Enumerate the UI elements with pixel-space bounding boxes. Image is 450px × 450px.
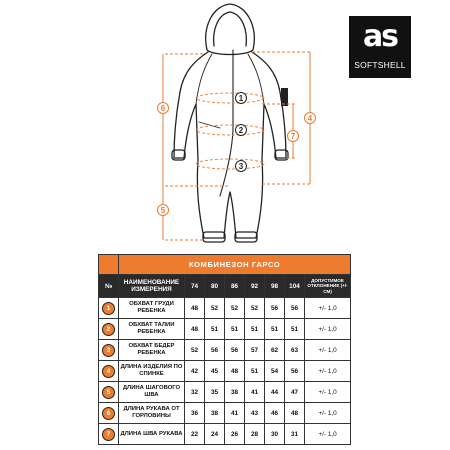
size-value: 28: [245, 424, 265, 445]
header-number: №: [99, 275, 119, 298]
tolerance-value: +/- 1,0: [305, 298, 351, 319]
brand-logo: [349, 16, 411, 78]
row-number-badge: 2: [102, 323, 115, 336]
tolerance-value: +/- 1,0: [305, 340, 351, 361]
size-chart-table: [98, 254, 351, 445]
size-value: 22: [185, 424, 205, 445]
logo-text: SOFTSHELL: [354, 60, 406, 70]
tolerance-value: +/- 1,0: [305, 403, 351, 424]
table-header-row: [99, 275, 351, 298]
brand-tab: [281, 88, 288, 106]
right-leg-cuff: [235, 232, 257, 242]
tolerance-value: +/- 1,0: [305, 361, 351, 382]
row-number-badge: 1: [102, 302, 115, 315]
size-value: 51: [225, 319, 245, 340]
row-number-cell: [99, 361, 119, 382]
marker-label-3: 3: [238, 161, 244, 171]
size-value: 62: [265, 340, 285, 361]
size-value: 56: [205, 340, 225, 361]
size-value: 36: [185, 403, 205, 424]
size-value: 32: [185, 382, 205, 403]
hood-face-opening: [214, 12, 247, 46]
zipper-line: [220, 50, 233, 196]
measurement-name: ДЛИНА РУКАВА ОТ ГОРЛОВИНЫ: [119, 403, 185, 424]
size-value: 56: [225, 340, 245, 361]
left-leg-cuff: [203, 232, 225, 242]
row-number-cell: [99, 319, 119, 340]
row-number-cell: [99, 340, 119, 361]
size-value: 56: [265, 298, 285, 319]
size-value: 51: [245, 319, 265, 340]
table-row: [99, 340, 351, 361]
table-row: [99, 298, 351, 319]
row-number-cell: [99, 424, 119, 445]
size-value: 54: [265, 361, 285, 382]
size-value: 47: [285, 382, 305, 403]
size-value: 52: [205, 298, 225, 319]
marker-label-2: 2: [238, 125, 244, 135]
row-number-cell: [99, 298, 119, 319]
size-value: 63: [285, 340, 305, 361]
size-value: 56: [285, 298, 305, 319]
row-number-cell: [99, 382, 119, 403]
size-value: 52: [225, 298, 245, 319]
size-value: 48: [285, 403, 305, 424]
table-row: [99, 319, 351, 340]
table-body: [99, 298, 351, 445]
table-title: КОМБИНЕЗОН ГАРСО: [119, 255, 351, 275]
header-tolerance: ДОПУСТИМОЕ ОТКЛОНЕНИЕ (+/-СМ): [305, 275, 351, 298]
size-value: 30: [265, 424, 285, 445]
row-number-badge: 6: [102, 407, 115, 420]
header-name: НАИМЕНОВАНИЕ ИЗМЕРЕНИЯ: [119, 275, 185, 298]
table-row: [99, 382, 351, 403]
marker-label-4: 4: [307, 113, 313, 123]
tolerance-value: +/- 1,0: [305, 319, 351, 340]
logo-mark: as: [362, 19, 398, 54]
size-value: 51: [265, 319, 285, 340]
size-value: 48: [185, 298, 205, 319]
tolerance-value: +/- 1,0: [305, 382, 351, 403]
row-number-badge: 5: [102, 386, 115, 399]
size-value: 52: [185, 340, 205, 361]
header-size: 92: [245, 275, 265, 298]
size-value: 48: [225, 361, 245, 382]
table-row: [99, 361, 351, 382]
hips-guide: [196, 159, 264, 169]
size-value: 51: [285, 319, 305, 340]
size-value: 48: [185, 319, 205, 340]
size-value: 56: [285, 361, 305, 382]
size-value: 51: [245, 361, 265, 382]
row-number-cell: [99, 403, 119, 424]
header-size: 80: [205, 275, 225, 298]
header-size: 74: [185, 275, 205, 298]
size-value: 26: [225, 424, 245, 445]
size-value: 41: [245, 382, 265, 403]
size-value: 24: [205, 424, 225, 445]
measurement-name: ОБХВАТ БЕДЕР РЕБЕНКА: [119, 340, 185, 361]
size-value: 51: [205, 319, 225, 340]
size-value: 41: [225, 403, 245, 424]
measurement-name: ОБХВАТ ГРУДИ РЕБЕНКА: [119, 298, 185, 319]
waist-guide: [196, 125, 264, 135]
marker-label-5: 5: [160, 205, 166, 215]
marker-label-1: 1: [238, 93, 244, 103]
size-value: 57: [245, 340, 265, 361]
measurement-name: ДЛИНА ШАГОВОГО ШВА: [119, 382, 185, 403]
size-value: 46: [265, 403, 285, 424]
size-value: 38: [205, 403, 225, 424]
size-value: 35: [205, 382, 225, 403]
size-value: 45: [205, 361, 225, 382]
size-value: 43: [245, 403, 265, 424]
size-value: 52: [245, 298, 265, 319]
size-value: 42: [185, 361, 205, 382]
size-value: 44: [265, 382, 285, 403]
marker-label-7: 7: [290, 131, 296, 141]
table-title-row: [99, 255, 351, 275]
row-number-badge: 7: [102, 428, 115, 441]
header-size: 86: [225, 275, 245, 298]
header-size: 98: [265, 275, 285, 298]
measurement-name: ДЛИНА ИЗДЕЛИЯ ПО СПИНКЕ: [119, 361, 185, 382]
marker-label-6: 6: [160, 103, 166, 113]
table-row: [99, 424, 351, 445]
tolerance-value: +/- 1,0: [305, 424, 351, 445]
measurement-name: ОБХВАТ ТАЛИИ РЕБЕНКА: [119, 319, 185, 340]
chest-guide: [196, 93, 264, 103]
row-number-badge: 4: [102, 365, 115, 378]
row-number-badge: 3: [102, 344, 115, 357]
size-value: 31: [285, 424, 305, 445]
table-row: [99, 403, 351, 424]
size-value: 38: [225, 382, 245, 403]
jumpsuit-body-outline: [174, 52, 286, 238]
measurement-name: ДЛИНА ШВА РУКАВА: [119, 424, 185, 445]
header-size: 104: [285, 275, 305, 298]
